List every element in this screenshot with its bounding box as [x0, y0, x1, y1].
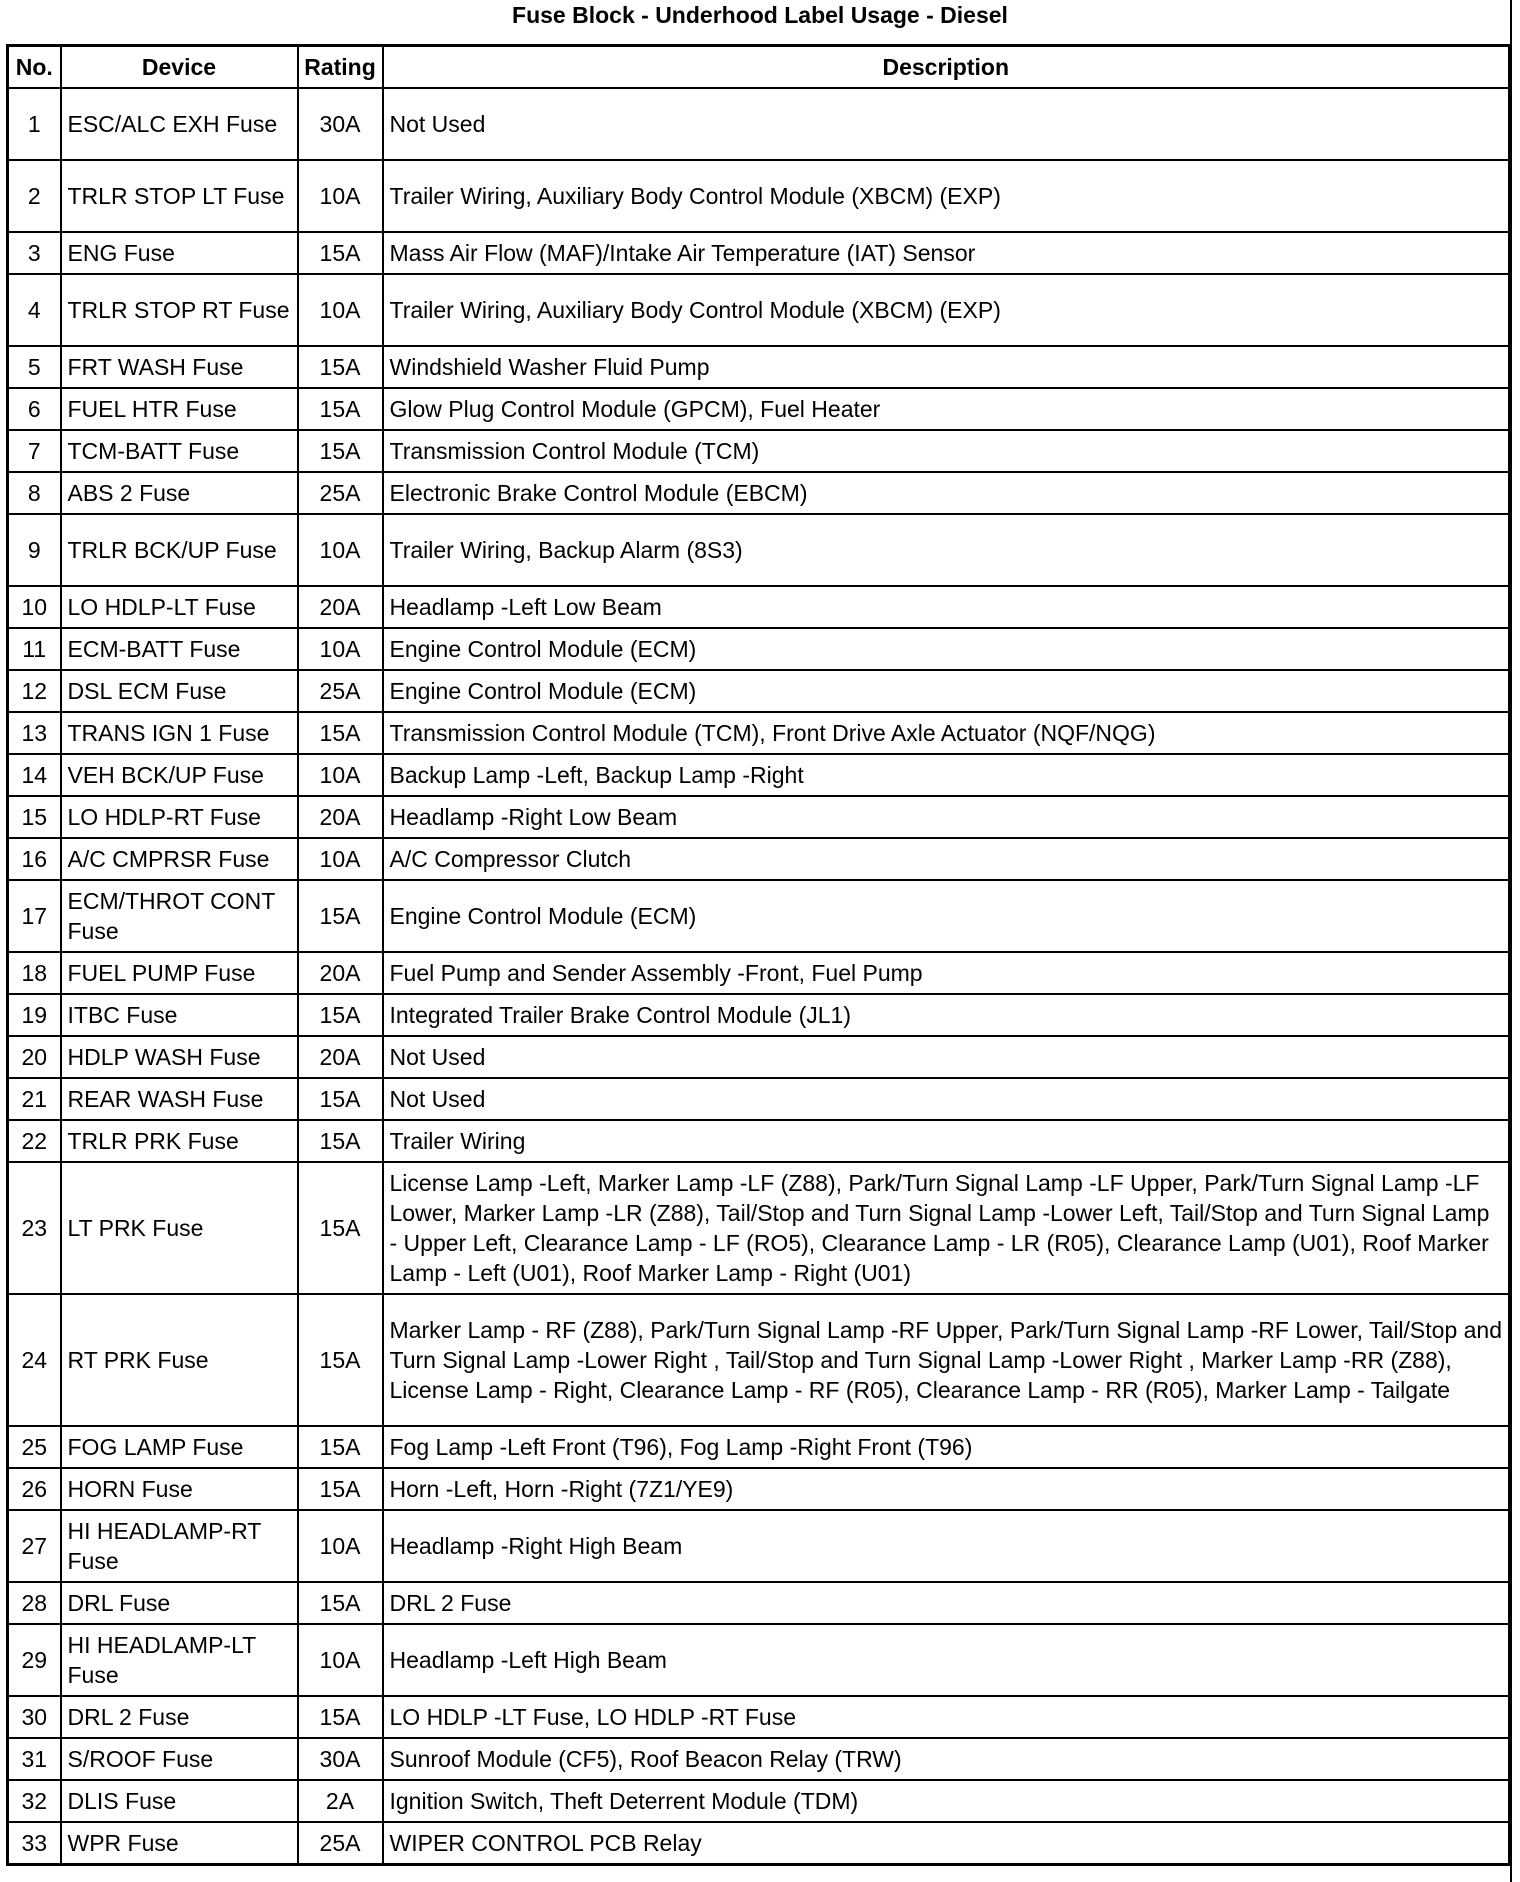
fuse-number-cell: 14: [8, 754, 61, 796]
fuse-rating-cell: 10A: [298, 1510, 383, 1582]
fuse-description-cell: Engine Control Module (ECM): [383, 880, 1510, 952]
table-row: [8, 1582, 1510, 1624]
table-row: [8, 712, 1510, 754]
fuse-description-cell: Headlamp -Left Low Beam: [383, 586, 1510, 628]
fuse-rating-cell: 30A: [298, 88, 383, 160]
table-row: [8, 838, 1510, 880]
fuse-number-cell: 29: [8, 1624, 61, 1696]
fuse-rating-cell: 15A: [298, 994, 383, 1036]
fuse-number-cell: 19: [8, 994, 61, 1036]
fuse-rating-cell: 15A: [298, 1162, 383, 1294]
table-row: [8, 754, 1510, 796]
fuse-description-cell: Ignition Switch, Theft Deterrent Module (TDM): [383, 1780, 1510, 1822]
fuse-rating-cell: 15A: [298, 1078, 383, 1120]
fuse-rating-cell: 20A: [298, 1036, 383, 1078]
fuse-number-cell: 1: [8, 88, 61, 160]
table-row: [8, 670, 1510, 712]
fuse-description-cell: Not Used: [383, 1036, 1510, 1078]
fuse-rating-cell: 10A: [298, 274, 383, 346]
fuse-description-cell: Not Used: [383, 1078, 1510, 1120]
table-row: [8, 1822, 1510, 1865]
column-header-rating: Rating: [298, 46, 383, 89]
fuse-device-cell: LO HDLP-RT Fuse: [61, 796, 298, 838]
fuse-rating-cell: 10A: [298, 160, 383, 232]
table-row: [8, 880, 1510, 952]
fuse-rating-cell: 25A: [298, 1822, 383, 1865]
fuse-device-cell: DRL 2 Fuse: [61, 1696, 298, 1738]
fuse-number-cell: 28: [8, 1582, 61, 1624]
fuse-device-cell: TRLR BCK/UP Fuse: [61, 514, 298, 586]
fuse-description-cell: Engine Control Module (ECM): [383, 628, 1510, 670]
fuse-device-cell: TRANS IGN 1 Fuse: [61, 712, 298, 754]
fuse-device-cell: REAR WASH Fuse: [61, 1078, 298, 1120]
table-row: [8, 994, 1510, 1036]
table-row: [8, 1510, 1510, 1582]
table-row: [8, 88, 1510, 160]
fuse-description-cell: Fuel Pump and Sender Assembly -Front, Fuel Pump: [383, 952, 1510, 994]
page-edge-rule: [1510, 0, 1512, 1882]
fuse-description-cell: Transmission Control Module (TCM): [383, 430, 1510, 472]
table-row: [8, 274, 1510, 346]
table-row: [8, 430, 1510, 472]
fuse-description-cell: Engine Control Module (ECM): [383, 670, 1510, 712]
table-row: [8, 472, 1510, 514]
column-header-device: Device: [61, 46, 298, 89]
fuse-device-cell: HDLP WASH Fuse: [61, 1036, 298, 1078]
table-body: [8, 88, 1510, 1865]
fuse-description-cell: Trailer Wiring: [383, 1120, 1510, 1162]
table-header-row: [8, 46, 1510, 89]
fuse-rating-cell: 15A: [298, 1696, 383, 1738]
fuse-device-cell: DLIS Fuse: [61, 1780, 298, 1822]
fuse-number-cell: 3: [8, 232, 61, 274]
fuse-usage-table: [6, 44, 1511, 1866]
fuse-device-cell: TRLR STOP RT Fuse: [61, 274, 298, 346]
fuse-rating-cell: 15A: [298, 1468, 383, 1510]
fuse-device-cell: TRLR PRK Fuse: [61, 1120, 298, 1162]
fuse-description-cell: Integrated Trailer Brake Control Module (JL1): [383, 994, 1510, 1036]
fuse-device-cell: S/ROOF Fuse: [61, 1738, 298, 1780]
fuse-rating-cell: 25A: [298, 472, 383, 514]
table-row: [8, 1078, 1510, 1120]
fuse-rating-cell: 10A: [298, 628, 383, 670]
fuse-device-cell: DSL ECM Fuse: [61, 670, 298, 712]
table-row: [8, 1426, 1510, 1468]
fuse-number-cell: 25: [8, 1426, 61, 1468]
fuse-rating-cell: 20A: [298, 586, 383, 628]
fuse-description-cell: Fog Lamp -Left Front (T96), Fog Lamp -Right Front (T96): [383, 1426, 1510, 1468]
fuse-number-cell: 20: [8, 1036, 61, 1078]
fuse-description-cell: Headlamp -Right Low Beam: [383, 796, 1510, 838]
table-row: [8, 1162, 1510, 1294]
fuse-rating-cell: 10A: [298, 838, 383, 880]
fuse-number-cell: 23: [8, 1162, 61, 1294]
fuse-description-cell: Mass Air Flow (MAF)/Intake Air Temperature (IAT) Sensor: [383, 232, 1510, 274]
fuse-rating-cell: 10A: [298, 754, 383, 796]
fuse-description-cell: Trailer Wiring, Auxiliary Body Control Module (XBCM) (EXP): [383, 160, 1510, 232]
column-header-description: Description: [383, 46, 1510, 89]
table-row: [8, 388, 1510, 430]
fuse-rating-cell: 15A: [298, 388, 383, 430]
fuse-number-cell: 5: [8, 346, 61, 388]
fuse-number-cell: 30: [8, 1696, 61, 1738]
fuse-number-cell: 24: [8, 1294, 61, 1426]
fuse-description-cell: Glow Plug Control Module (GPCM), Fuel Heater: [383, 388, 1510, 430]
fuse-rating-cell: 15A: [298, 1426, 383, 1468]
fuse-description-cell: Sunroof Module (CF5), Roof Beacon Relay (TRW): [383, 1738, 1510, 1780]
table-row: [8, 1780, 1510, 1822]
fuse-device-cell: WPR Fuse: [61, 1822, 298, 1865]
fuse-device-cell: A/C CMPRSR Fuse: [61, 838, 298, 880]
fuse-device-cell: HI HEADLAMP-RT Fuse: [61, 1510, 298, 1582]
fuse-number-cell: 18: [8, 952, 61, 994]
fuse-rating-cell: 15A: [298, 712, 383, 754]
fuse-rating-cell: 15A: [298, 1120, 383, 1162]
fuse-device-cell: HI HEADLAMP-LT Fuse: [61, 1624, 298, 1696]
fuse-description-cell: LO HDLP -LT Fuse, LO HDLP -RT Fuse: [383, 1696, 1510, 1738]
fuse-number-cell: 4: [8, 274, 61, 346]
fuse-description-cell: Backup Lamp -Left, Backup Lamp -Right: [383, 754, 1510, 796]
fuse-device-cell: ABS 2 Fuse: [61, 472, 298, 514]
fuse-description-cell: Trailer Wiring, Backup Alarm (8S3): [383, 514, 1510, 586]
table-row: [8, 160, 1510, 232]
fuse-rating-cell: 30A: [298, 1738, 383, 1780]
fuse-device-cell: LT PRK Fuse: [61, 1162, 298, 1294]
fuse-device-cell: ESC/ALC EXH Fuse: [61, 88, 298, 160]
fuse-number-cell: 12: [8, 670, 61, 712]
fuse-number-cell: 22: [8, 1120, 61, 1162]
table-row: [8, 1120, 1510, 1162]
table-row: [8, 1036, 1510, 1078]
fuse-number-cell: 9: [8, 514, 61, 586]
table-row: [8, 952, 1510, 994]
fuse-rating-cell: 20A: [298, 952, 383, 994]
fuse-description-cell: Marker Lamp - RF (Z88), Park/Turn Signal Lamp -RF Upper, Park/Turn Signal Lamp -RF Lower, Tail/Stop and Turn Signal Lamp -Lower Right , Tail/Stop and Turn Signal Lamp -Lower Right , Marker Lamp -RR (Z88), License Lamp - Right, Clearance Lamp - RF (R05), Clearance Lamp - RR (R05), Marker Lamp - Tailgate: [383, 1294, 1510, 1426]
fuse-description-cell: Trailer Wiring, Auxiliary Body Control Module (XBCM) (EXP): [383, 274, 1510, 346]
fuse-description-cell: License Lamp -Left, Marker Lamp -LF (Z88), Park/Turn Signal Lamp -LF Upper, Park/Turn Signal Lamp -LF Lower, Marker Lamp -LR (Z88), Tail/Stop and Turn Signal Lamp -Lower Left, Tail/Stop and Turn Signal Lamp - Upper Left, Clearance Lamp - LF (RO5), Clearance Lamp - LR (R05), Clearance Lamp (U01), Roof Marker Lamp - Left (U01), Roof Marker Lamp - Right (U01): [383, 1162, 1510, 1294]
fuse-device-cell: RT PRK Fuse: [61, 1294, 298, 1426]
fuse-description-cell: A/C Compressor Clutch: [383, 838, 1510, 880]
fuse-number-cell: 26: [8, 1468, 61, 1510]
fuse-device-cell: ECM-BATT Fuse: [61, 628, 298, 670]
column-header-no: No.: [8, 46, 61, 89]
table-row: [8, 1294, 1510, 1426]
fuse-number-cell: 21: [8, 1078, 61, 1120]
fuse-device-cell: ITBC Fuse: [61, 994, 298, 1036]
fuse-rating-cell: 15A: [298, 232, 383, 274]
table-row: [8, 796, 1510, 838]
page-title: Fuse Block - Underhood Label Usage - Diesel: [512, 2, 1008, 28]
fuse-rating-cell: 15A: [298, 1582, 383, 1624]
fuse-rating-cell: 15A: [298, 880, 383, 952]
fuse-number-cell: 31: [8, 1738, 61, 1780]
fuse-device-cell: TRLR STOP LT Fuse: [61, 160, 298, 232]
fuse-rating-cell: 2A: [298, 1780, 383, 1822]
fuse-number-cell: 32: [8, 1780, 61, 1822]
fuse-rating-cell: 20A: [298, 796, 383, 838]
fuse-device-cell: HORN Fuse: [61, 1468, 298, 1510]
table-row: [8, 1738, 1510, 1780]
fuse-rating-cell: 15A: [298, 346, 383, 388]
fuse-device-cell: FUEL HTR Fuse: [61, 388, 298, 430]
fuse-description-cell: Horn -Left, Horn -Right (7Z1/YE9): [383, 1468, 1510, 1510]
fuse-rating-cell: 15A: [298, 430, 383, 472]
fuse-description-cell: Headlamp -Left High Beam: [383, 1624, 1510, 1696]
fuse-number-cell: 2: [8, 160, 61, 232]
fuse-device-cell: DRL Fuse: [61, 1582, 298, 1624]
fuse-number-cell: 17: [8, 880, 61, 952]
table-row: [8, 586, 1510, 628]
fuse-device-cell: FUEL PUMP Fuse: [61, 952, 298, 994]
fuse-description-cell: Electronic Brake Control Module (EBCM): [383, 472, 1510, 514]
fuse-device-cell: LO HDLP-LT Fuse: [61, 586, 298, 628]
table-row: [8, 514, 1510, 586]
table-row: [8, 1624, 1510, 1696]
fuse-number-cell: 11: [8, 628, 61, 670]
fuse-number-cell: 6: [8, 388, 61, 430]
fuse-device-cell: ECM/THROT CONT Fuse: [61, 880, 298, 952]
fuse-device-cell: ENG Fuse: [61, 232, 298, 274]
fuse-number-cell: 15: [8, 796, 61, 838]
table-row: [8, 628, 1510, 670]
fuse-rating-cell: 10A: [298, 514, 383, 586]
fuse-description-cell: Windshield Washer Fluid Pump: [383, 346, 1510, 388]
fuse-description-cell: WIPER CONTROL PCB Relay: [383, 1822, 1510, 1865]
fuse-description-cell: Headlamp -Right High Beam: [383, 1510, 1510, 1582]
fuse-rating-cell: 15A: [298, 1294, 383, 1426]
fuse-number-cell: 27: [8, 1510, 61, 1582]
fuse-number-cell: 8: [8, 472, 61, 514]
table-row: [8, 232, 1510, 274]
fuse-number-cell: 7: [8, 430, 61, 472]
fuse-number-cell: 16: [8, 838, 61, 880]
table-row: [8, 1696, 1510, 1738]
fuse-number-cell: 10: [8, 586, 61, 628]
fuse-description-cell: DRL 2 Fuse: [383, 1582, 1510, 1624]
fuse-rating-cell: 25A: [298, 670, 383, 712]
fuse-device-cell: FRT WASH Fuse: [61, 346, 298, 388]
fuse-description-cell: Not Used: [383, 88, 1510, 160]
fuse-number-cell: 13: [8, 712, 61, 754]
table-row: [8, 1468, 1510, 1510]
fuse-device-cell: TCM-BATT Fuse: [61, 430, 298, 472]
table-row: [8, 346, 1510, 388]
fuse-description-cell: Transmission Control Module (TCM), Front Drive Axle Actuator (NQF/NQG): [383, 712, 1510, 754]
fuse-rating-cell: 10A: [298, 1624, 383, 1696]
fuse-number-cell: 33: [8, 1822, 61, 1865]
fuse-device-cell: VEH BCK/UP Fuse: [61, 754, 298, 796]
fuse-device-cell: FOG LAMP Fuse: [61, 1426, 298, 1468]
